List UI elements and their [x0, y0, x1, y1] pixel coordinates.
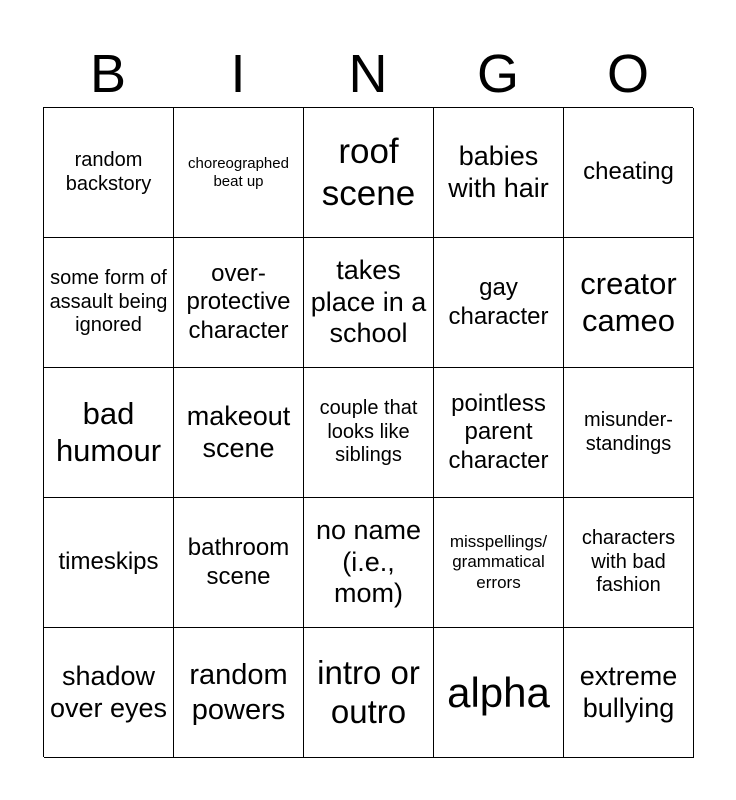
bingo-cell[interactable] — [44, 238, 174, 368]
cell-text: roof scene — [321, 131, 416, 213]
bingo-cell[interactable] — [44, 108, 174, 238]
cell-text: babies with hair — [448, 140, 549, 203]
cell-text: pointless parent character — [448, 390, 549, 474]
cell-text: takes place in a school — [310, 254, 427, 349]
cell-text: shadow over eyes — [49, 660, 168, 723]
bingo-cell[interactable] — [174, 238, 304, 368]
cell-text: misunder-standings — [584, 408, 673, 455]
bingo-cell[interactable] — [174, 498, 304, 628]
bingo-cell[interactable] — [564, 628, 694, 758]
bingo-cell[interactable] — [434, 238, 564, 368]
cell-text: makeout scene — [186, 400, 291, 463]
cell-text: bathroom scene — [187, 534, 290, 590]
bingo-cell[interactable] — [434, 628, 564, 758]
header-letter-o: O — [606, 44, 649, 104]
cell-text: creator cameo — [580, 265, 677, 338]
bingo-cell[interactable] — [434, 108, 564, 238]
cell-text: intro or outro — [317, 653, 420, 730]
bingo-grid — [43, 107, 693, 757]
bingo-cell[interactable] — [434, 498, 564, 628]
cell-text: cheating — [583, 158, 674, 186]
cell-text: gay character — [448, 274, 549, 330]
bingo-cell[interactable] — [44, 628, 174, 758]
header-letter-b: B — [89, 44, 127, 104]
cell-text: choreographed beat up — [188, 154, 289, 190]
bingo-cell[interactable] — [304, 238, 434, 368]
cell-text: characters with bad fashion — [581, 527, 676, 597]
cell-text: over-protective character — [186, 260, 291, 344]
cell-text: couple that looks like siblings — [319, 397, 418, 467]
bingo-cell[interactable] — [564, 368, 694, 498]
cell-text: extreme bullying — [579, 660, 678, 723]
bingo-cell[interactable] — [304, 628, 434, 758]
cell-text: misspellings/ grammatical errors — [449, 532, 548, 592]
bingo-cell[interactable] — [44, 498, 174, 628]
bingo-cell[interactable] — [174, 108, 304, 238]
bingo-cell[interactable] — [564, 108, 694, 238]
header-letter-n: N — [348, 44, 388, 104]
cell-text: some form of assault being ignored — [49, 267, 168, 337]
bingo-cell[interactable] — [434, 368, 564, 498]
bingo-cell[interactable] — [44, 368, 174, 498]
cell-text: alpha — [447, 668, 550, 716]
cell-text: no name (i.e., mom) — [315, 514, 422, 609]
cell-text: random powers — [189, 659, 288, 726]
bingo-cell[interactable] — [564, 238, 694, 368]
bingo-cell[interactable] — [304, 108, 434, 238]
cell-text: random backstory — [65, 148, 152, 195]
header-letter-i: I — [230, 44, 246, 104]
cell-text: bad humour — [55, 395, 162, 468]
bingo-cell[interactable] — [174, 628, 304, 758]
header-letter-g: G — [476, 44, 519, 104]
bingo-header — [43, 40, 693, 108]
cell-text: timeskips — [58, 548, 159, 576]
bingo-cell[interactable] — [174, 368, 304, 498]
bingo-cell[interactable] — [564, 498, 694, 628]
bingo-cell[interactable] — [304, 368, 434, 498]
bingo-cell[interactable] — [304, 498, 434, 628]
